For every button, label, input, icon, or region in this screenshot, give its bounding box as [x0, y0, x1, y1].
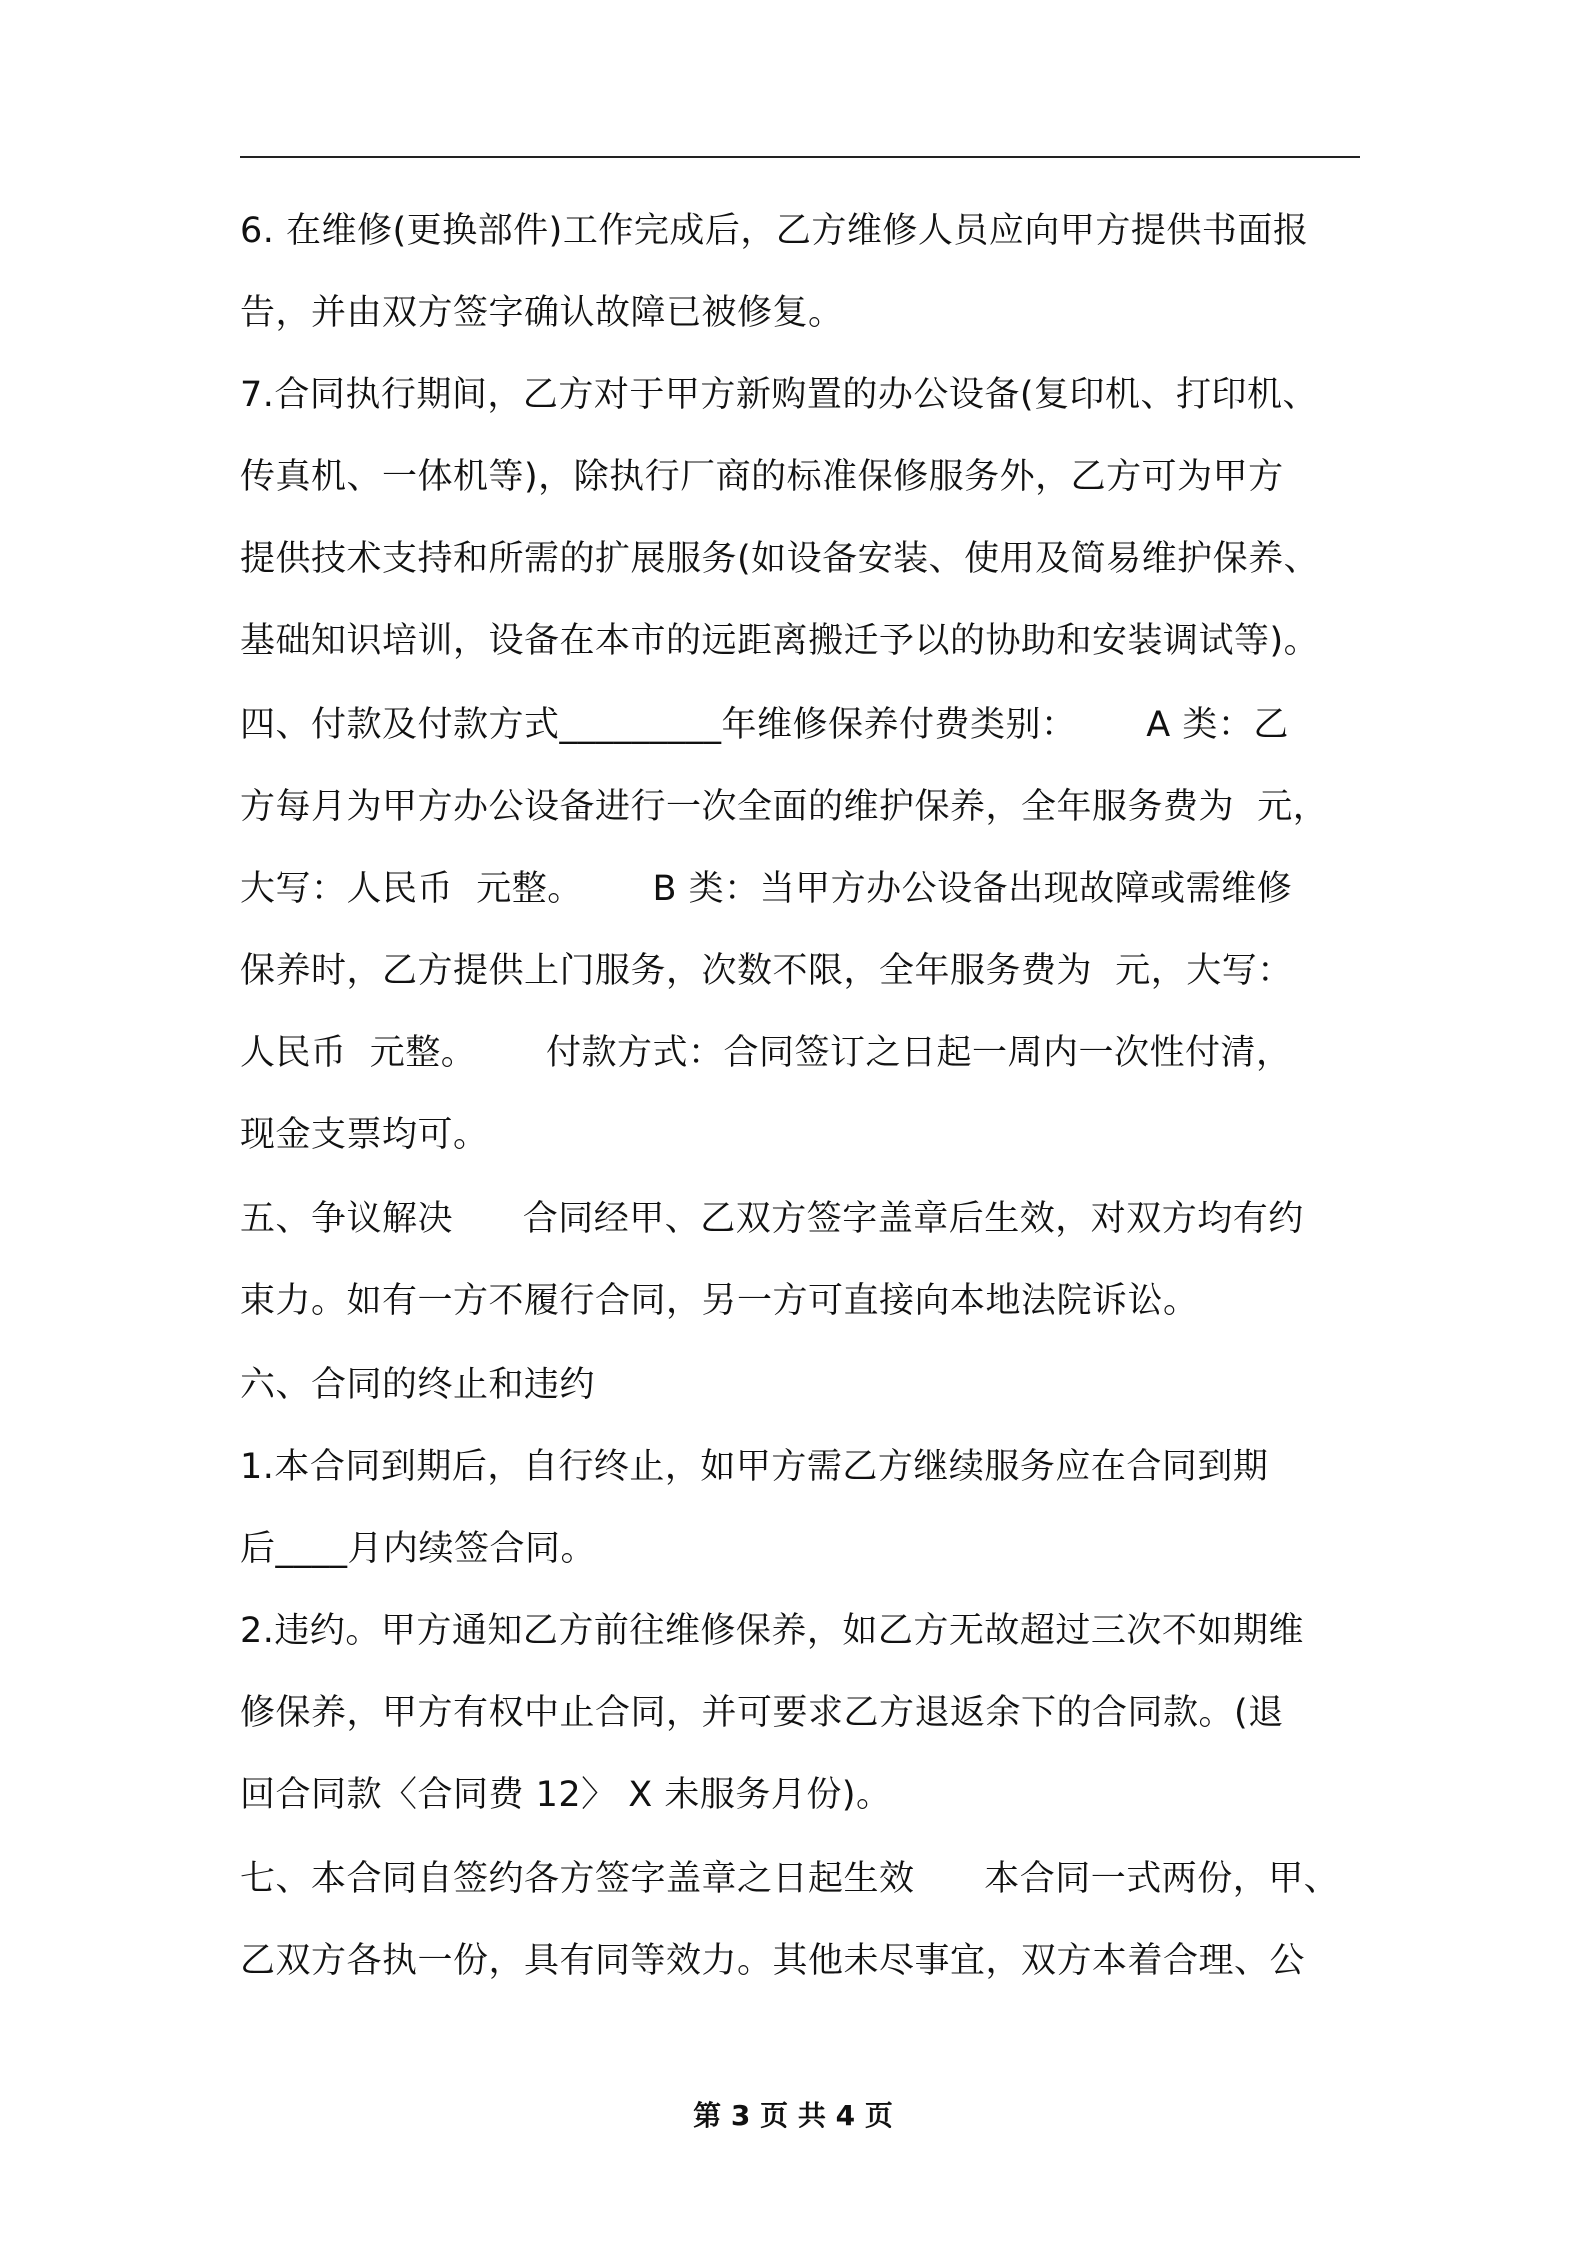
- text-line: 束力。如有一方不履行合同，另一方可直接向本地法院诉讼。: [240, 1281, 1199, 1321]
- text-line: 七、本合同自签约各方签字盖章之日起生效 本合同一式两份，甲、: [240, 1859, 1340, 1899]
- text-line: 7.合同执行期间，乙方对于甲方新购置的办公设备(复印机、打印机、: [240, 375, 1319, 415]
- text-line: 告，并由双方签字确认故障已被修复。: [240, 293, 844, 333]
- text-line: 传真机、一体机等)，除执行厂商的标准保修服务外，乙方可为甲方: [240, 457, 1284, 497]
- text-line: 6. 在维修(更换部件)工作完成后，乙方维修人员应向甲方提供书面报: [240, 211, 1309, 251]
- text-line: 五、争议解决 合同经甲、乙双方签字盖章后生效，对双方均有约: [240, 1199, 1304, 1239]
- text-line: 2.违约。甲方通知乙方前往维修保养，如乙方无故超过三次不如期维: [240, 1611, 1304, 1651]
- text-line: 后____月内续签合同。: [240, 1529, 597, 1569]
- text-line: 提供技术支持和所需的扩展服务(如设备安装、使用及简易维护保养、: [240, 539, 1320, 579]
- section-heading: 六、合同的终止和违约: [240, 1365, 596, 1405]
- text-line: 修保养，甲方有权中止合同，并可要求乙方退返余下的合同款。(退: [240, 1693, 1284, 1733]
- text-line: 方每月为甲方办公设备进行一次全面的维护保养，全年服务费为 元，: [240, 787, 1329, 827]
- text-line: 现金支票均可。: [240, 1115, 489, 1155]
- header-rule: [240, 156, 1360, 158]
- text-line: 保养时，乙方提供上门服务，次数不限，全年服务费为 元，大写：: [240, 951, 1293, 991]
- text-line: 基础知识培训，设备在本市的远距离搬迁予以的协助和安装调试等)。: [240, 621, 1320, 661]
- text-line: 大写：人民币 元整。 B 类：当甲方办公设备出现故障或需维修: [240, 869, 1293, 909]
- text-line: 人民币 元整。 付款方式：合同签订之日起一周内一次性付清，: [240, 1033, 1292, 1073]
- text-line: 四、付款及付款方式_________年维修保养付费类别： A 类：乙: [240, 705, 1289, 745]
- page-number: 第 3 页 共 4 页: [693, 2099, 893, 2132]
- text-line: 回合同款〈合同费 12〉 X 未服务月份)。: [240, 1775, 892, 1815]
- text-line: 1.本合同到期后，自行终止，如甲方需乙方继续服务应在合同到期: [240, 1447, 1269, 1487]
- text-line: 乙双方各执一份，具有同等效力。其他未尽事宜，双方本着合理、公: [240, 1941, 1306, 1981]
